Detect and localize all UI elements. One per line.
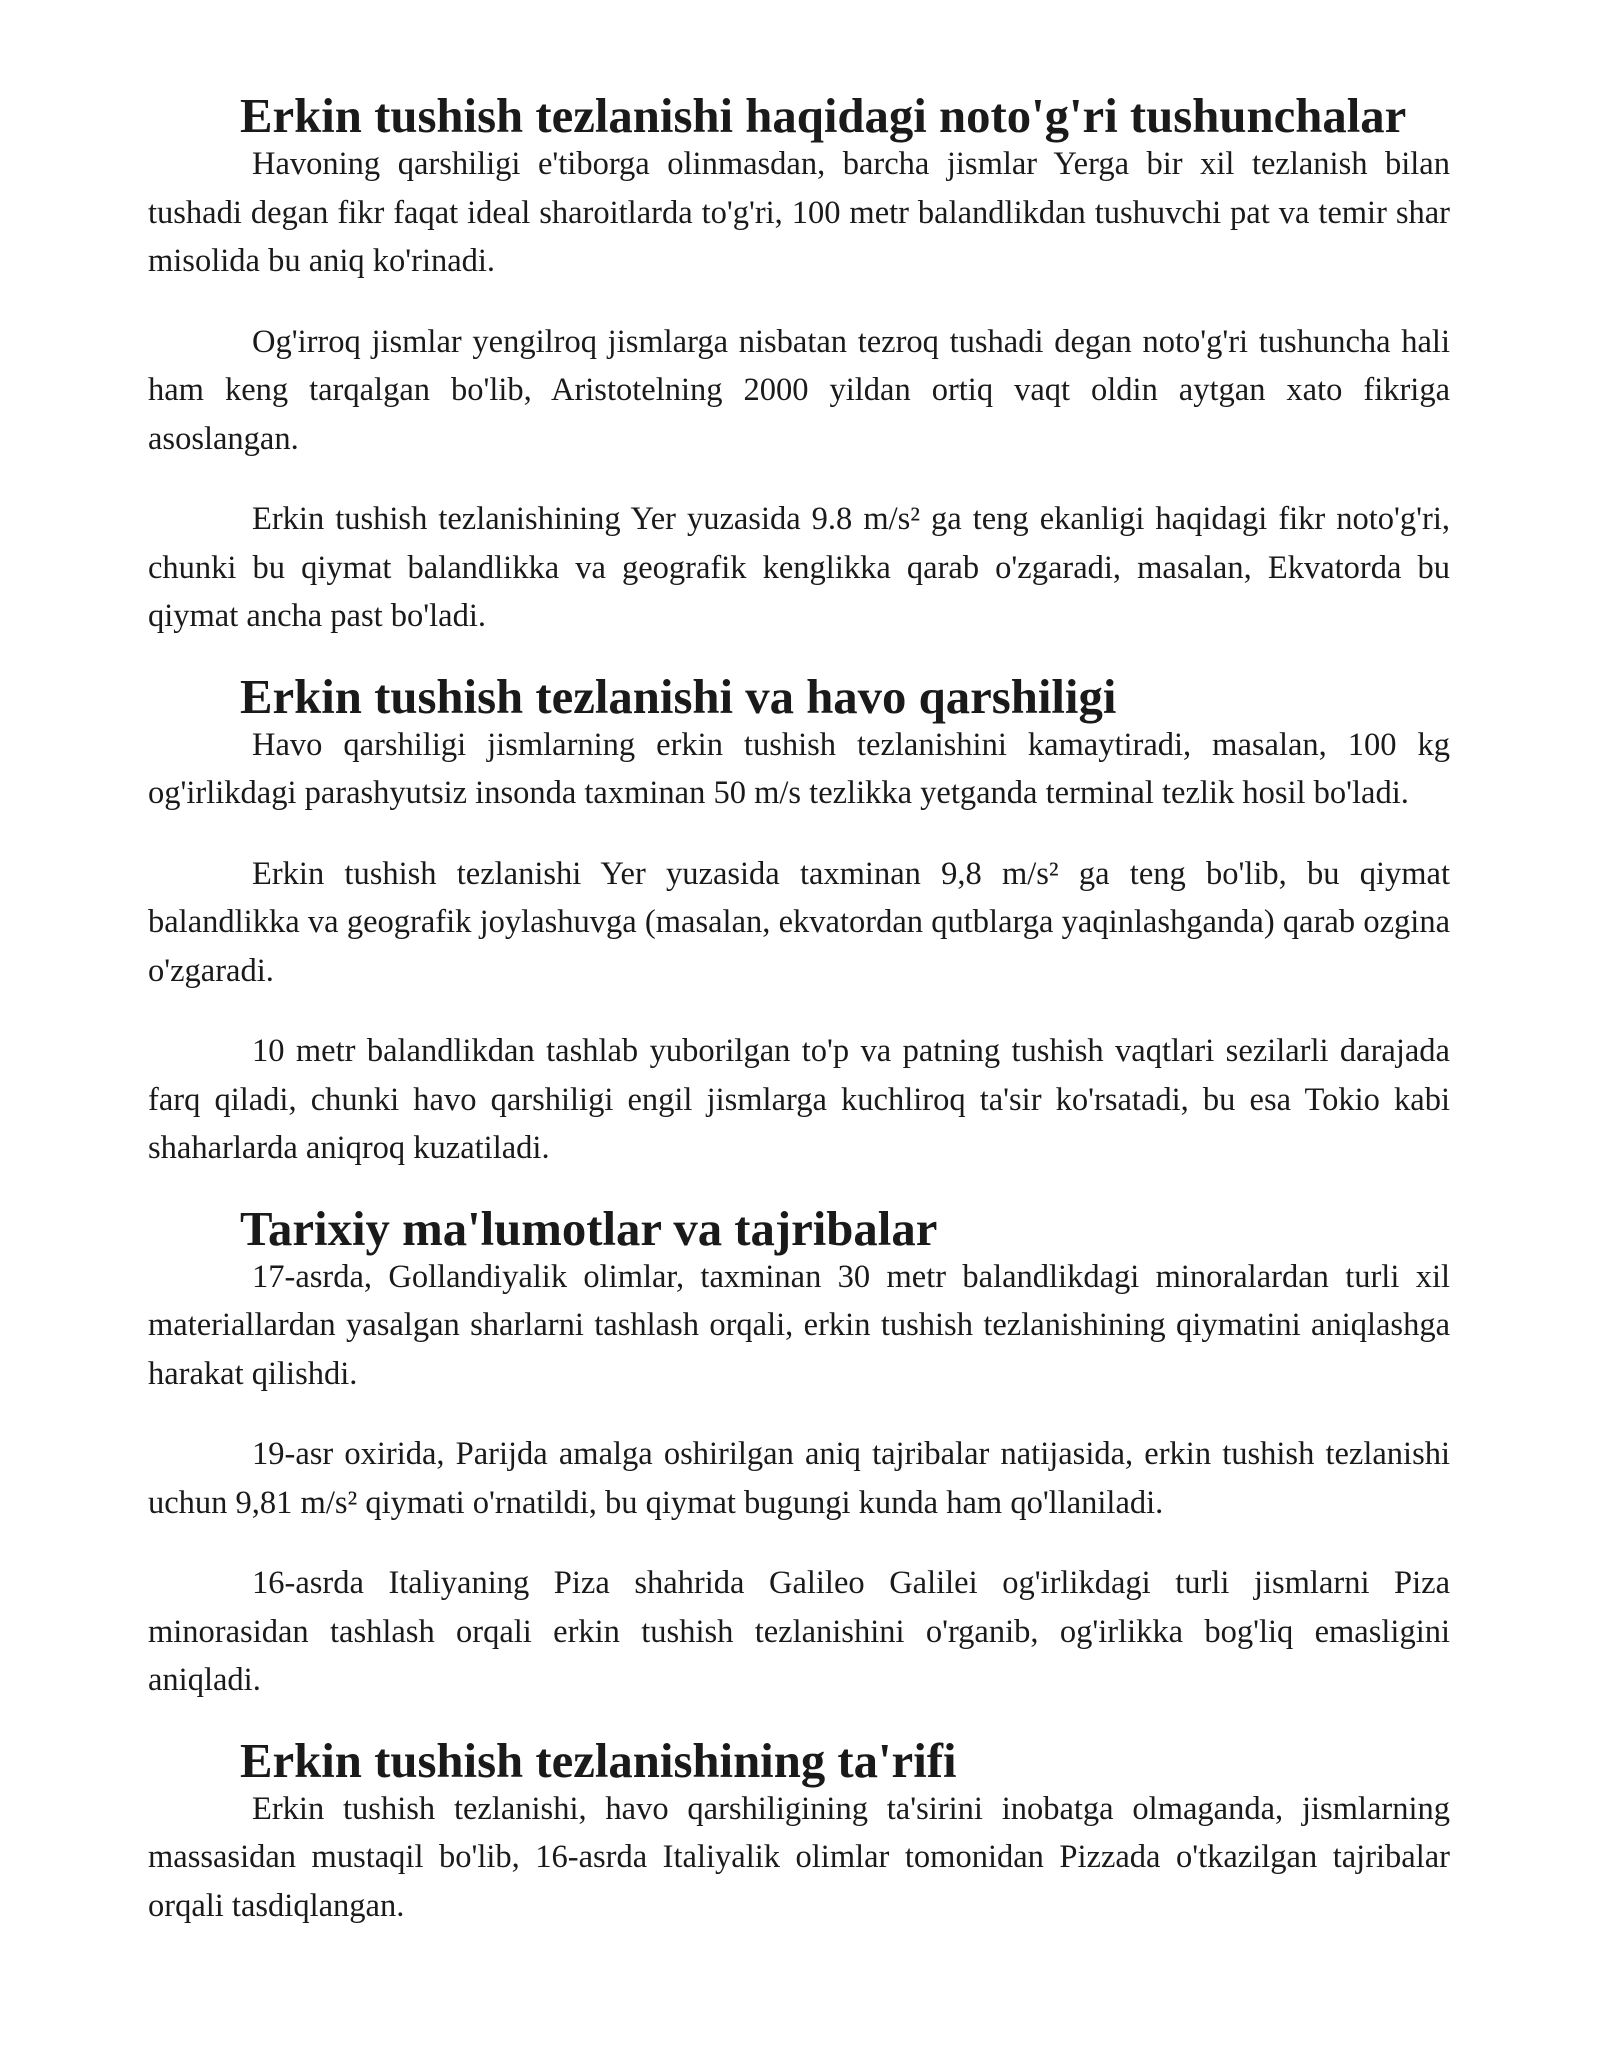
paragraph: Erkin tushish tezlanishining Yer yuzasida 9.8 m/s² ga teng ekanligi haqidagi fikr noto'g'ri, chunki bu qiymat balandlikka va geografik kenglikka qarab o'zgaradi, masalan, Ekvatorda bu qiymat ancha past bo'ladi. bbox=[148, 501, 1450, 634]
section-definition bbox=[148, 1733, 1450, 1931]
section-heading: Erkin tushish tezlanishining ta'rifi bbox=[240, 1733, 957, 1788]
paragraph: Havoning qarshiligi e'tiborga olinmasdan, barcha jismlar Yerga bir xil tezlanish bilan tushadi degan fikr faqat ideal sharoitlarda to'g'ri, 100 metr balandlikdan tushuvchi pat va temir shar misolida bu aniq ko'rinadi. bbox=[148, 146, 1450, 279]
section-history bbox=[148, 1201, 1450, 1705]
paragraph: 16-asrda Italiyaning Piza shahrida Galileo Galilei og'irlikdagi turli jismlarni Piza minorasidan tashlash orqali erkin tushish tezlanishini o'rganib, og'irlikka bog'liq emasligini aniqladi. bbox=[148, 1565, 1450, 1698]
paragraph: Havo qarshiligi jismlarning erkin tushish tezlanishini kamaytiradi, masalan, 100 kg og'irlikdagi parashyutsiz insonda taxminan 50 m/s tezlikka yetganda terminal tezlik hosil bo'ladi. bbox=[148, 726, 1450, 811]
section-air-resistance bbox=[148, 669, 1450, 1173]
paragraph: Og'irroq jismlar yengilroq jismlarga nisbatan tezroq tushadi degan noto'g'ri tushuncha hali ham keng tarqalgan bo'lib, Aristotelning 2000 yildan ortiq vaqt oldin aytgan xato fikriga asoslangan. bbox=[148, 323, 1450, 457]
paragraph: Erkin tushish tezlanishi Yer yuzasida taxminan 9,8 m/s² ga teng bo'lib, bu qiymat balandlikka va geografik joylashuvga (masalan, ekvatordan qutblarga yaqinlashganda) qarab ozgina o'zgaradi. bbox=[148, 855, 1450, 989]
section-misconceptions bbox=[148, 89, 1450, 641]
paragraph: Erkin tushish tezlanishi, havo qarshiligining ta'sirini inobatga olmaganda, jismlarning massasidan mustaqil bo'lib, 16-asrda Italiyalik olimlar tomonidan Pizzada o'tkazilgan tajribalar orqali tasdiqlangan. bbox=[148, 1790, 1450, 1924]
section-heading: Tarixiy ma'lumotlar va tajribalar bbox=[240, 1201, 938, 1256]
paragraph: 10 metr balandlikdan tashlab yuborilgan to'p va patning tushish vaqtlari sezilarli darajada farq qiladi, chunki havo qarshiligi engil jismlarga kuchliroq ta'sir ko'rsatadi, bu esa Tokio kabi shaharlarda aniqroq kuzatiladi. bbox=[148, 1033, 1450, 1166]
section-heading: Erkin tushish tezlanishi va havo qarshiligi bbox=[240, 669, 1117, 724]
paragraph: 17-asrda, Gollandiyalik olimlar, taxminan 30 metr balandlikdagi minoralardan turli xil materiallardan yasalgan sharlarni tashlash orqali, erkin tushish tezlanishining qiymatini aniqlashga harakat qilishdi. bbox=[148, 1258, 1450, 1392]
document-page bbox=[148, 89, 1450, 1930]
section-heading: Erkin tushish tezlanishi haqidagi noto'g'ri tushunchalar bbox=[240, 89, 1407, 143]
paragraph: 19-asr oxirida, Parijda amalga oshirilgan aniq tajribalar natijasida, erkin tushish tezlanishi uchun 9,81 m/s² qiymati o'rnatildi, bu qiymat bugungi kunda ham qo'llaniladi. bbox=[148, 1436, 1450, 1521]
